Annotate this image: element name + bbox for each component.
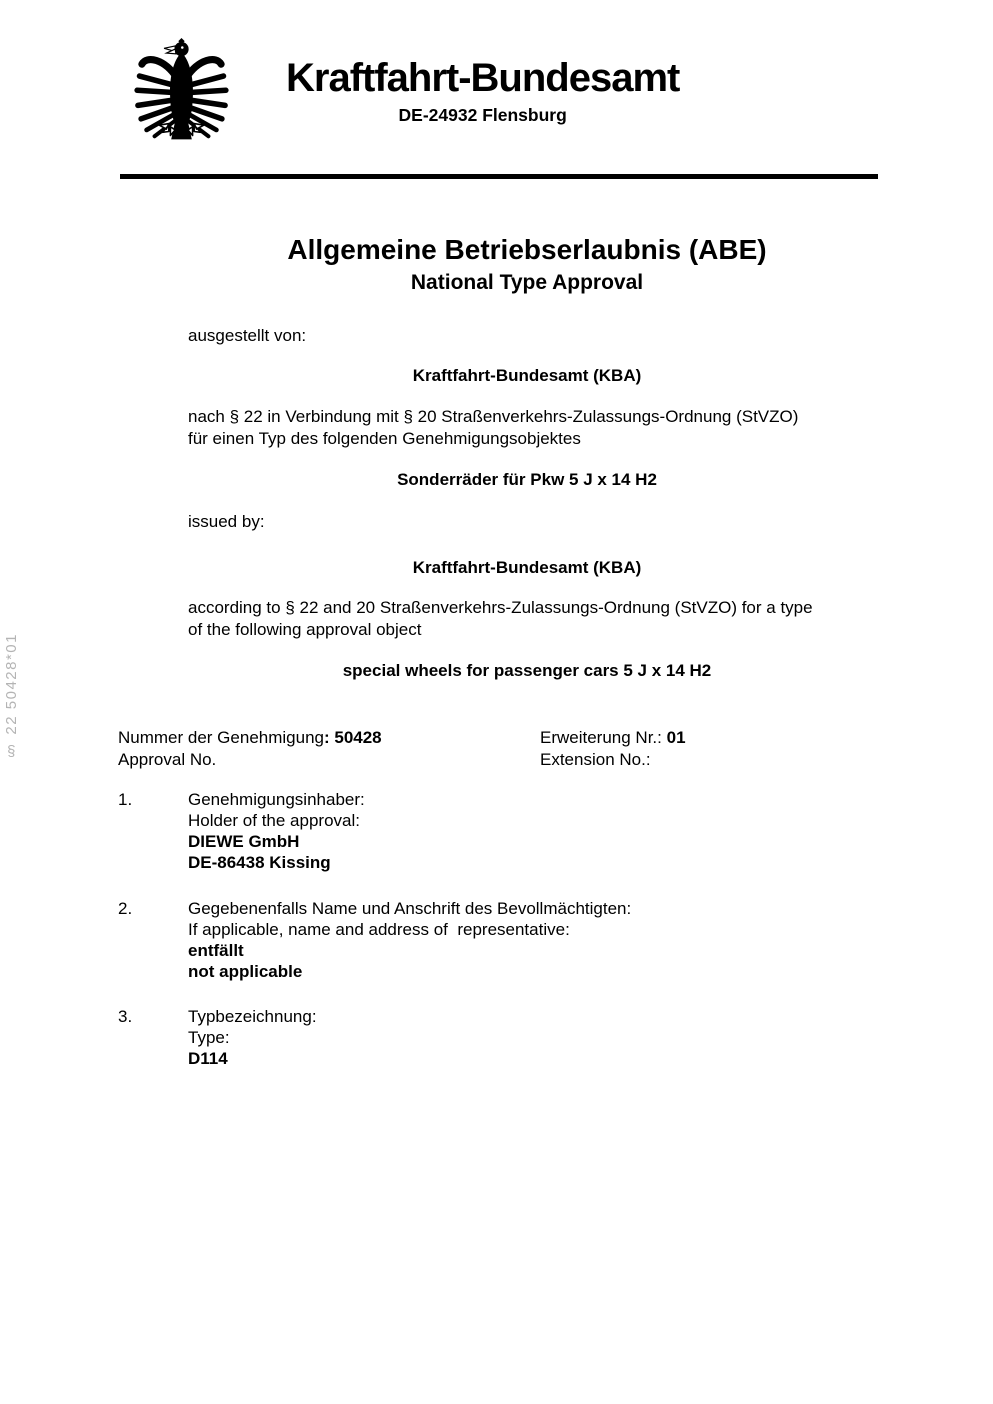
list-item-type — [118, 1006, 936, 1069]
item-value-line2: DE-86438 Kissing — [188, 853, 331, 872]
item-value-line2: not applicable — [188, 962, 303, 981]
issued-by-label-de: ausgestellt von: — [188, 326, 307, 345]
extension-number-label-de: Erweiterung Nr.: — [540, 728, 667, 747]
item-value-line1: entfällt — [188, 941, 244, 960]
list-item-holder — [118, 789, 936, 873]
legal-basis-en — [188, 597, 888, 641]
legal-basis-de-line1: nach § 22 in Verbindung mit § 20 Straßenverkehrs-Zulassungs-Ordnung (StVZO) — [188, 407, 799, 426]
document-title-de: Allgemeine Betriebserlaubnis (ABE) — [287, 234, 767, 265]
extension-number-block — [540, 727, 686, 770]
approval-number-value: : 50428 — [323, 728, 382, 747]
approval-number-label-en: Approval No. — [118, 749, 217, 769]
authority-name-en: Kraftfahrt-Bundesamt (KBA) — [412, 558, 642, 577]
approval-object-de: Sonderräder für Pkw 5 J x 14 H2 — [397, 470, 657, 489]
federal-eagle-logo — [133, 38, 230, 141]
item-body — [188, 898, 936, 982]
margin-reference-code: § 22 50428*01 — [3, 633, 20, 759]
item-label-de: Gegebenenfalls Name und Anschrift des Bevollmächtigten: — [188, 899, 632, 918]
item-number: 3. — [118, 1007, 133, 1026]
extension-number-label-en: Extension No.: — [540, 749, 651, 769]
approval-number-block — [118, 727, 382, 770]
item-body — [188, 1006, 936, 1069]
item-body — [188, 789, 936, 873]
document-title-en: National Type Approval — [410, 271, 644, 294]
issued-by-label-en: issued by: — [188, 512, 265, 531]
legal-basis-de — [188, 406, 888, 450]
item-label-en: Holder of the approval: — [188, 811, 360, 830]
agency-name: Kraftfahrt-Bundesamt — [286, 56, 680, 100]
approval-number-line — [118, 727, 382, 749]
legal-basis-en-line1: according to § 22 and 20 Straßenverkehrs-Zulassungs-Ordnung (StVZO) for a type — [188, 598, 813, 617]
authority-name-de: Kraftfahrt-Bundesamt (KBA) — [412, 366, 642, 385]
header-divider — [120, 174, 878, 179]
list-item-representative — [118, 898, 936, 982]
legal-basis-en-line2: of the following approval object — [188, 620, 422, 639]
item-label-de: Typbezeichnung: — [188, 1007, 317, 1026]
extension-number-value: 01 — [666, 728, 686, 747]
item-value-line1: DIEWE GmbH — [188, 832, 300, 851]
item-number: 2. — [118, 899, 133, 918]
legal-basis-de-line2: für einen Typ des folgenden Genehmigungsobjektes — [188, 429, 581, 448]
item-label-de: Genehmigungsinhaber: — [188, 790, 365, 809]
agency-location: DE-24932 Flensburg — [398, 105, 567, 125]
agency-block — [286, 58, 679, 126]
item-label-en: Type: — [188, 1028, 230, 1047]
approval-object-en: special wheels for passenger cars 5 J x 14 H2 — [342, 661, 712, 680]
item-value-line1: D114 — [188, 1049, 228, 1068]
approval-number-label-de: Nummer der Genehmigung — [118, 728, 324, 747]
extension-number-line — [540, 727, 686, 749]
letterhead — [133, 38, 679, 141]
item-number: 1. — [118, 790, 133, 809]
item-label-en: If applicable, name and address of representative: — [188, 920, 570, 939]
